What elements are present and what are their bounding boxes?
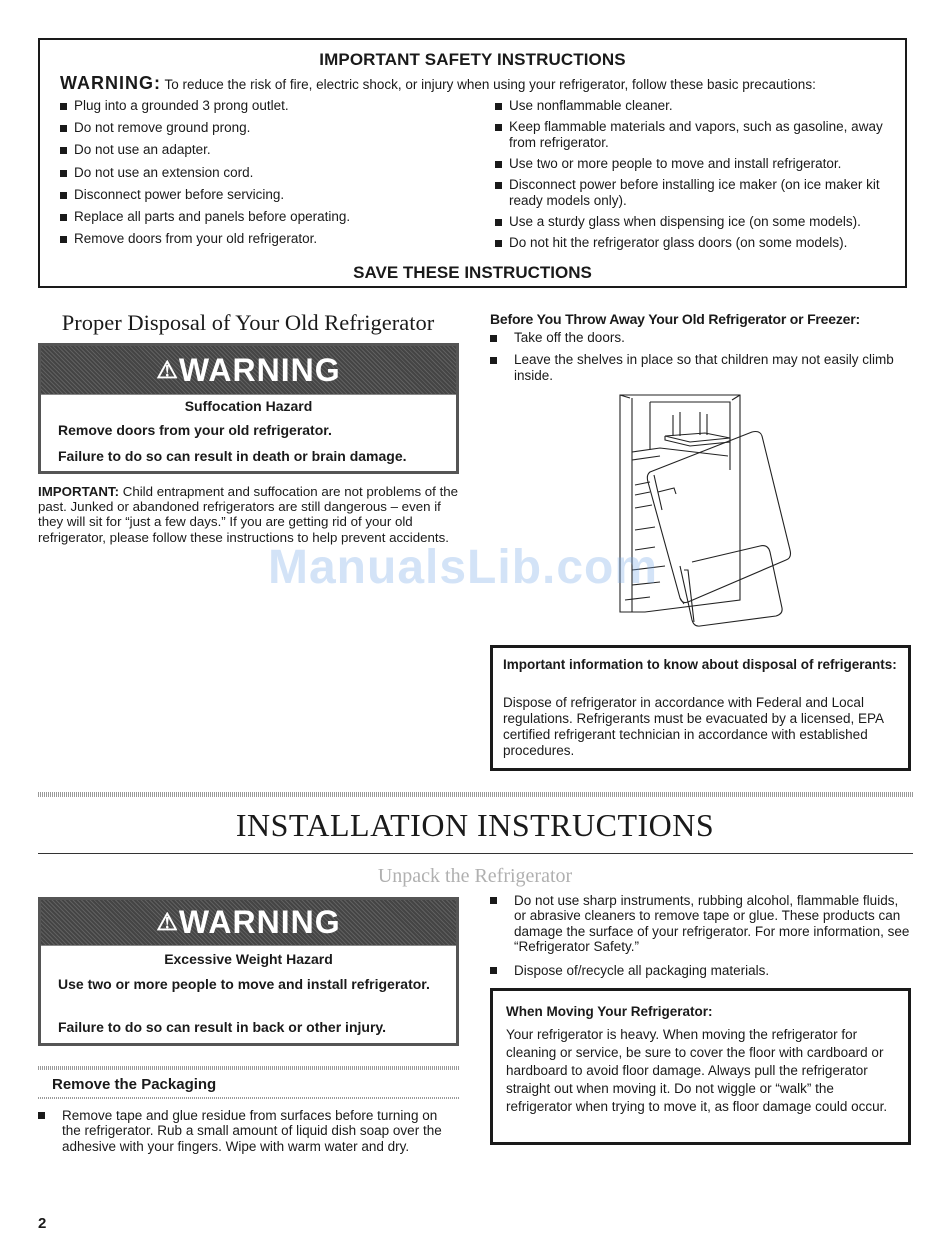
- warning-triangle-icon: ⚠: [156, 909, 179, 936]
- remove-packaging-list: [38, 1108, 458, 1154]
- warning-banner: [41, 900, 456, 945]
- safety-warning-text: To reduce the risk of fire, electric shock, or injury when using your refrigerator, follow these basic precautions:: [164, 77, 816, 92]
- list-item: Remove doors from your old refrigerator.: [60, 231, 480, 247]
- list-item: Plug into a grounded 3 prong outlet.: [60, 98, 480, 114]
- disposal-title: Proper Disposal of Your Old Refrigerator: [61, 310, 435, 335]
- list-item: Dispose of/recycle all packaging materials.: [490, 963, 910, 978]
- safety-warning-label: WARNING:: [60, 73, 161, 93]
- before-throw-away-list: [490, 330, 910, 390]
- list-item: Do not remove ground prong.: [60, 120, 480, 136]
- warning-content: [41, 945, 456, 1043]
- section-divider: [38, 792, 913, 797]
- safety-list-left: [60, 98, 480, 253]
- warning-instruction: Remove doors from your old refrigerator.: [58, 422, 332, 438]
- warning-banner: [41, 346, 456, 394]
- weight-warning-box: [38, 897, 459, 1046]
- important-label: IMPORTANT:: [38, 484, 120, 499]
- before-throw-away-title: Before You Throw Away Your Old Refrigerator or Freezer:: [490, 311, 860, 327]
- refrigerant-disposal-box: [490, 645, 911, 771]
- title-rule: [38, 853, 913, 854]
- unpack-subtitle: Unpack the Refrigerator: [377, 865, 573, 887]
- page-number: 2: [38, 1215, 47, 1232]
- refrigerant-box-body: Dispose of refrigerator in accordance with Federal and Local regulations. Refrigerants must be evacuated by a licensed, EPA certified refrigerant technician in accordance with established procedures.: [503, 695, 884, 758]
- warning-consequence: Failure to do so can result in back or other injury.: [58, 1019, 387, 1035]
- list-item: Do not use an adapter.: [60, 142, 480, 158]
- list-item: Use two or more people to move and install refrigerator.: [495, 156, 895, 172]
- warning-instruction: Use two or more people to move and install refrigerator.: [58, 976, 430, 992]
- unpack-list: [490, 893, 910, 986]
- safety-list-right: [495, 98, 895, 256]
- installation-title: INSTALLATION INSTRUCTIONS: [235, 807, 715, 843]
- moving-box-title: When Moving Your Refrigerator:: [506, 1004, 713, 1019]
- safety-title: IMPORTANT SAFETY INSTRUCTIONS: [319, 50, 626, 69]
- list-item: Use a sturdy glass when dispensing ice (on some models).: [495, 214, 895, 230]
- save-instructions-title: SAVE THESE INSTRUCTIONS: [353, 263, 592, 282]
- list-item: Do not use an extension cord.: [60, 165, 480, 181]
- important-text: Child entrapment and suffocation are not problems of the past. Junked or abandoned refrigerators are still dangerous – even if they will sit for “just a few days.” If you are getting rid of your old refrigerator, please follow these instructions to help prevent accidents.: [38, 484, 459, 545]
- moving-refrigerator-box: [490, 988, 911, 1145]
- list-item: Remove tape and glue residue from surfaces before turning on the refrigerator. Rub a small amount of liquid dish soap over the adhesive with your fingers. Wipe with warm water and dry.: [38, 1108, 458, 1154]
- suffocation-warning-box: [38, 343, 459, 474]
- list-item: Replace all parts and panels before operating.: [60, 209, 480, 225]
- list-item: Disconnect power before servicing.: [60, 187, 480, 203]
- list-item: Disconnect power before installing ice maker (on ice maker kit ready models only).: [495, 177, 895, 209]
- safety-instructions-box: [38, 38, 907, 288]
- list-item: Take off the doors.: [490, 330, 910, 346]
- list-item: Leave the shelves in place so that children may not easily climb inside.: [490, 352, 910, 384]
- list-item: Keep flammable materials and vapors, such as gasoline, away from refrigerator.: [495, 119, 895, 151]
- important-paragraph: [38, 484, 468, 545]
- warning-triangle-icon: ⚠: [156, 357, 179, 384]
- hazard-title: Suffocation Hazard: [184, 398, 313, 414]
- list-item: Do not hit the refrigerator glass doors (on some models).: [495, 235, 895, 251]
- warning-banner-label: WARNING: [178, 904, 341, 940]
- list-item: Do not use sharp instruments, rubbing alcohol, flammable fluids, or abrasive cleaners to remove tape or glue. These products can damage the surface of your refrigerator. For more information, see “Refrigerator Safety.”: [490, 893, 910, 954]
- warning-consequence: Failure to do so can result in death or brain damage.: [58, 448, 407, 464]
- warning-content: [41, 394, 456, 471]
- refrigerant-box-title: Important information to know about disposal of refrigerants:: [503, 657, 897, 672]
- moving-box-body: Your refrigerator is heavy. When moving the refrigerator for cleaning or service, be sure to cover the floor with cardboard or hardboard to avoid floor damage. Always pull the refrigerator straight out when moving it. Do not wiggle or “walk” the refrigerator when trying to move it, as floor damage could occur.: [506, 1027, 888, 1114]
- subsection-divider: [38, 1066, 460, 1070]
- hazard-title: Excessive Weight Hazard: [164, 951, 333, 967]
- list-item: Use nonflammable cleaner.: [495, 98, 895, 114]
- subsection-divider: [38, 1097, 460, 1099]
- watermark: ManualsLib.com: [268, 541, 659, 594]
- warning-banner-label: WARNING: [178, 352, 341, 388]
- remove-packaging-title: Remove the Packaging: [52, 1076, 217, 1093]
- safety-warning-line: [60, 73, 816, 94]
